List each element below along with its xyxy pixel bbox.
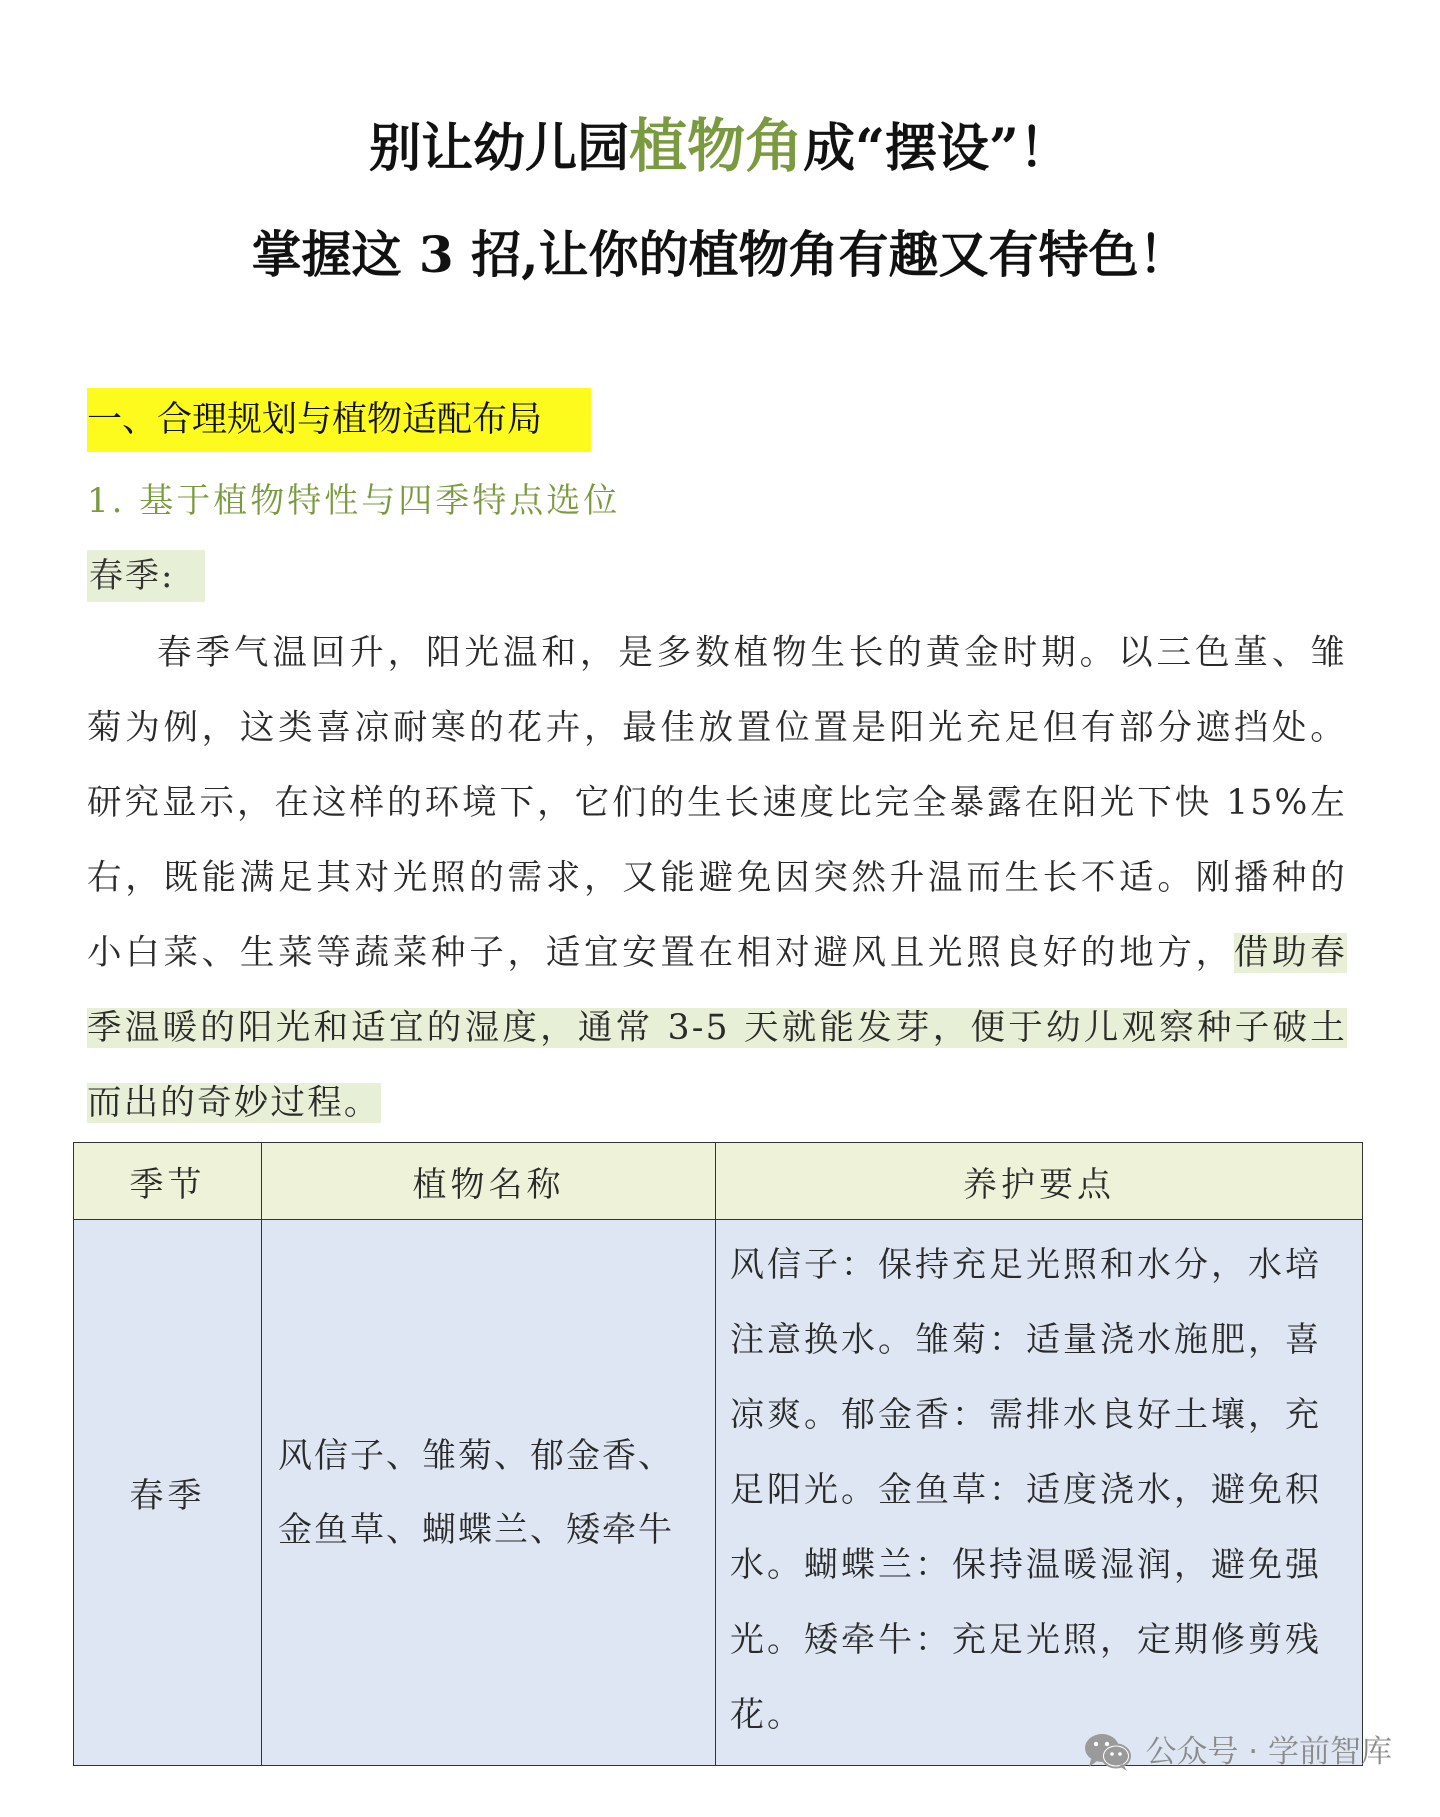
paragraph-line [87,1066,1347,1141]
paragraph-line [87,766,1347,841]
highlighted-text: 而出的奇妙过程。 [87,1083,381,1123]
paragraph-line [87,691,1347,766]
header-plant-name: 植物名称 [262,1143,716,1220]
article-subtitle: 掌握这 3 招,让你的植物角有趣又有特色！ [251,225,1189,284]
section-subheading: 1. 基于植物特性与四季特点选位 [87,481,621,521]
paragraph-line [87,916,1347,991]
plant-care-table [73,1142,1363,1766]
title-prefix: 别让幼儿园 [369,118,630,179]
watermark-text: 公众号 · 学前智库 [1145,1734,1392,1770]
paragraph-text: 右，既能满足其对光照的需求，又能避免因突然升温而生长不适。刚播种的 [87,858,1347,898]
section-heading: 一、合理规划与植物适配布局 [87,388,591,452]
paragraph-text: 小白菜、生菜等蔬菜种子，适宜安置在相对避风且光照良好的地方， [87,933,1234,973]
table-row [74,1220,1363,1766]
cell-care-points: 风信子：保持充足光照和水分，水培注意换水。雏菊：适量浇水施肥，喜凉爽。郁金香：需排水良好土壤，充足阳光。金鱼草：适度浇水，避免积水。蝴蝶兰：保持温暖湿润，避免强光。矮牵牛：充足光照，定期修剪残花。 [716,1220,1363,1766]
highlighted-text: 季温暖的阳光和适宜的湿度，通常 3-5 天就能发芽，便于幼儿观察种子破土 [87,1008,1347,1048]
header-season: 季节 [74,1143,262,1220]
table-header-row [74,1143,1363,1220]
wechat-icon [1083,1731,1133,1773]
title-highlight: 植物角 [629,112,804,180]
plants-line: 风信子、雏菊、郁金香、 [278,1435,674,1476]
watermark [1083,1728,1392,1776]
body-paragraph [87,616,1347,1141]
cell-season: 春季 [74,1220,262,1766]
paragraph-line [87,841,1347,916]
paragraph-line [87,616,1347,691]
paragraph-line [87,991,1347,1066]
highlighted-text: 借助春 [1233,933,1347,973]
article-title [0,108,1440,184]
paragraph-text: 春季气温回升，阳光温和，是多数植物生长的黄金时期。以三色堇、雏 [157,633,1347,673]
plants-line: 金鱼草、蝴蝶兰、矮牵牛 [278,1509,674,1550]
season-label: 春季: [87,550,205,602]
title-suffix: 成“摆设”！ [803,118,1071,179]
cell-plants [262,1220,716,1766]
paragraph-text: 研究显示，在这样的环境下，它们的生长速度比完全暴露在阳光下快 15%左 [87,783,1347,823]
header-care-points: 养护要点 [716,1143,1363,1220]
paragraph-text: 菊为例，这类喜凉耐寒的花卉，最佳放置位置是阳光充足但有部分遮挡处。 [87,708,1347,748]
